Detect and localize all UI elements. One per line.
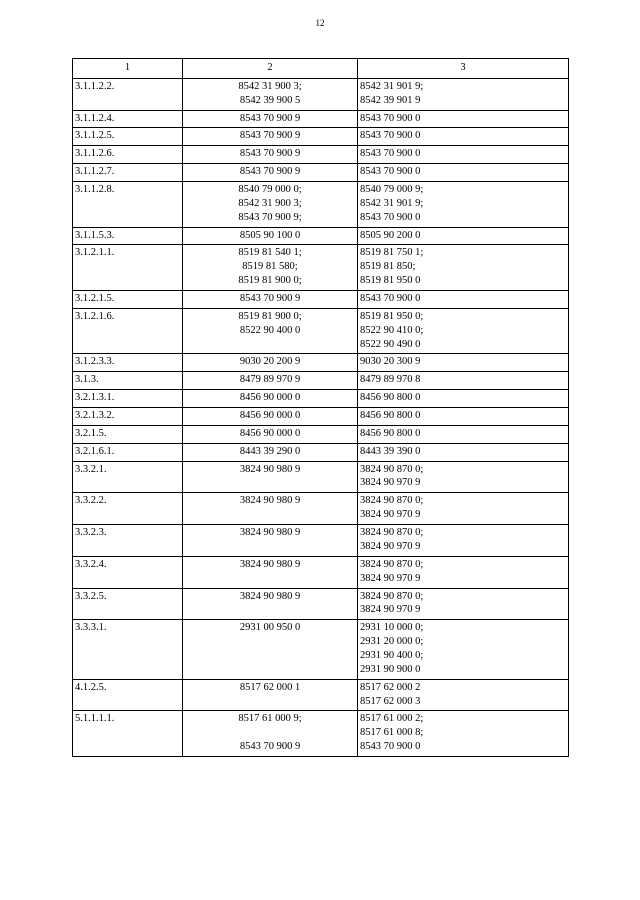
cell-line: 3.3.2.2.	[75, 495, 107, 507]
cell-line: 3824 90 980 9	[239, 463, 301, 475]
cell-line: 8519 81 950 0	[360, 275, 421, 287]
cell-line: 8543 70 900 9;	[238, 211, 302, 223]
cell-line: 3.1.1.2.8.	[75, 184, 115, 196]
cell-line: 8542 31 900 3;	[238, 80, 302, 92]
cell-line: 8517 61 000 8;	[360, 727, 424, 739]
table-row	[73, 443, 569, 461]
table-cell-3	[358, 128, 569, 146]
table-cell-3	[358, 525, 569, 557]
table-cell-1	[73, 679, 183, 711]
cell-line: 3824 90 980 9	[239, 495, 301, 507]
cell-line: 8542 39 900 5	[239, 94, 301, 106]
cell-line: 8543 70 900 9	[239, 166, 301, 178]
table-cell-1	[73, 110, 183, 128]
cell-line: 3824 90 970 9	[360, 604, 421, 616]
cell-line: 8543 70 900 0	[360, 166, 421, 178]
cell-line: 3824 90 870 0;	[360, 495, 424, 507]
cell-line: 8456 90 000 0	[239, 410, 301, 422]
table-cell-1	[73, 461, 183, 493]
table-cell-2	[183, 620, 358, 679]
cell-line: 3.2.1.5.	[75, 427, 107, 439]
table-cell-3	[358, 164, 569, 182]
cell-line: 3824 90 980 9	[239, 527, 301, 539]
table-cell-1	[73, 425, 183, 443]
table-cell-2	[183, 390, 358, 408]
table-cell-2	[183, 711, 358, 757]
cell-line: 8540 79 000 9;	[360, 184, 424, 196]
table-cell-2	[183, 308, 358, 354]
table-cell-3	[358, 679, 569, 711]
cell-line: 8543 70 900 9	[239, 130, 301, 142]
table-cell-1	[73, 308, 183, 354]
table-cell-1	[73, 556, 183, 588]
cell-line: 3824 90 980 9	[239, 558, 301, 570]
cell-line: 3824 90 970 9	[360, 509, 421, 521]
cell-line: 2931 10 000 0;	[360, 622, 424, 634]
cell-line: 3.3.2.4.	[75, 558, 107, 570]
cell-line: 3.1.1.2.2.	[75, 80, 115, 92]
cell-line: 8543 70 900 0	[360, 130, 421, 142]
cell-line: 8543 70 900 0	[360, 148, 421, 160]
table-cell-1	[73, 128, 183, 146]
table-cell-2	[183, 354, 358, 372]
cell-line: 8519 81 900 0;	[238, 310, 302, 322]
table-cell-3	[358, 245, 569, 291]
table-row	[73, 461, 569, 493]
cell-line: 8540 79 000 0;	[238, 184, 302, 196]
cell-line: 3.1.2.1.1.	[75, 247, 115, 259]
table-cell-3	[358, 408, 569, 426]
cell-line: 8517 61 000 9;	[238, 713, 302, 725]
table-cell-3	[358, 588, 569, 620]
table-row	[73, 227, 569, 245]
column-header-1: 1	[73, 59, 183, 79]
table-cell-3	[358, 227, 569, 245]
cell-line: 2931 00 950 0	[239, 622, 301, 634]
column-header-2: 2	[183, 59, 358, 79]
table-cell-2	[183, 461, 358, 493]
table-cell-3	[358, 308, 569, 354]
table-cell-3	[358, 711, 569, 757]
cell-line: 8479 89 970 8	[360, 374, 421, 386]
cell-line: 8519 81 580;	[242, 261, 298, 273]
table-cell-1	[73, 182, 183, 228]
cell-line: 8519 81 850;	[360, 261, 416, 273]
cell-line: 8543 70 900 0	[360, 741, 421, 753]
cell-line: 3824 90 980 9	[239, 590, 301, 602]
cell-line: 3824 90 970 9	[360, 572, 421, 584]
table-cell-2	[183, 291, 358, 309]
table-cell-2	[183, 372, 358, 390]
table-row	[73, 291, 569, 309]
table-cell-1	[73, 354, 183, 372]
cell-line: 8456 90 800 0	[360, 427, 421, 439]
table-cell-3	[358, 425, 569, 443]
cell-line: 8517 62 000 3	[360, 695, 421, 707]
cell-line: 3.2.1.6.1.	[75, 445, 115, 457]
table-cell-3	[358, 493, 569, 525]
cell-line: 8543 70 900 0	[360, 211, 421, 223]
table-cell-2	[183, 425, 358, 443]
cell-line: 3824 90 970 9	[360, 477, 421, 489]
table-row	[73, 679, 569, 711]
table-cell-3	[358, 78, 569, 110]
cell-line: 8522 90 400 0	[239, 324, 301, 336]
table-cell-2	[183, 556, 358, 588]
table-cell-1	[73, 372, 183, 390]
cell-line: 8543 70 900 9	[239, 148, 301, 160]
cell-line: 3.1.2.3.3.	[75, 356, 115, 368]
cell-line: 8542 31 900 3;	[238, 197, 302, 209]
table-cell-3	[358, 556, 569, 588]
cell-line	[185, 726, 355, 740]
cell-line: 3.1.1.2.6.	[75, 148, 115, 160]
cell-line: 8456 90 000 0	[239, 427, 301, 439]
table-row	[73, 245, 569, 291]
table-row	[73, 556, 569, 588]
cell-line: 3.2.1.3.1.	[75, 392, 115, 404]
table-cell-1	[73, 390, 183, 408]
table-row	[73, 146, 569, 164]
cell-line: 8456 90 800 0	[360, 392, 421, 404]
table-cell-1	[73, 291, 183, 309]
cell-line: 5.1.1.1.1.	[75, 713, 115, 725]
cell-line: 8519 81 950 0;	[360, 310, 424, 322]
table-cell-3	[358, 372, 569, 390]
cell-line: 8519 81 900 0;	[238, 275, 302, 287]
cell-line: 2931 90 900 0	[360, 663, 421, 675]
table-cell-2	[183, 164, 358, 182]
table-cell-1	[73, 245, 183, 291]
cell-line: 3.2.1.3.2.	[75, 410, 115, 422]
cell-line: 3.3.2.3.	[75, 527, 107, 539]
cell-line: 8542 31 901 9;	[360, 80, 424, 92]
cell-line: 3.1.1.2.5.	[75, 130, 115, 142]
table-cell-1	[73, 227, 183, 245]
table-cell-3	[358, 443, 569, 461]
table-row	[73, 78, 569, 110]
table-cell-2	[183, 588, 358, 620]
cell-line: 3824 90 870 0;	[360, 527, 424, 539]
table-cell-2	[183, 245, 358, 291]
cell-line: 3824 90 970 9	[360, 540, 421, 552]
table-cell-2	[183, 146, 358, 164]
table-cell-2	[183, 110, 358, 128]
table-cell-1	[73, 588, 183, 620]
table-body	[73, 78, 569, 756]
codes-table	[72, 58, 569, 757]
table-cell-2	[183, 227, 358, 245]
cell-line: 8517 62 000 2	[360, 681, 421, 693]
cell-line: 8522 90 490 0	[360, 338, 421, 350]
table-cell-2	[183, 408, 358, 426]
cell-line: 9030 20 300 9	[360, 356, 421, 368]
table-row	[73, 128, 569, 146]
table-cell-2	[183, 525, 358, 557]
cell-line: 8543 70 900 9	[239, 112, 301, 124]
cell-line: 8542 31 901 9;	[360, 197, 424, 209]
table-cell-3	[358, 354, 569, 372]
cell-line: 8522 90 410 0;	[360, 324, 424, 336]
table-row	[73, 588, 569, 620]
table-cell-3	[358, 110, 569, 128]
table-row	[73, 408, 569, 426]
cell-line: 3824 90 870 0;	[360, 463, 424, 475]
table-row	[73, 372, 569, 390]
cell-line: 8543 70 900 0	[360, 112, 421, 124]
codes-table-container	[72, 58, 568, 757]
cell-line: 8543 70 900 0	[360, 293, 421, 305]
table-cell-1	[73, 408, 183, 426]
cell-line: 3.1.1.2.7.	[75, 166, 115, 178]
table-cell-3	[358, 146, 569, 164]
table-row	[73, 354, 569, 372]
table-cell-1	[73, 146, 183, 164]
table-cell-1	[73, 78, 183, 110]
cell-line: 8505 90 200 0	[360, 229, 421, 241]
table-row	[73, 390, 569, 408]
page-number: 12	[315, 18, 325, 28]
table-row	[73, 110, 569, 128]
table-cell-2	[183, 493, 358, 525]
table-row	[73, 182, 569, 228]
table-row	[73, 425, 569, 443]
table-cell-2	[183, 128, 358, 146]
table-cell-2	[183, 679, 358, 711]
table-cell-2	[183, 443, 358, 461]
cell-line: 8443 39 390 0	[360, 445, 421, 457]
column-header-3: 3	[358, 59, 569, 79]
cell-line: 3824 90 870 0;	[360, 590, 424, 602]
cell-line: 3824 90 870 0;	[360, 558, 424, 570]
table-cell-1	[73, 164, 183, 182]
cell-line: 8543 70 900 9	[239, 741, 301, 753]
cell-line: 4.1.2.5.	[75, 681, 107, 693]
table-cell-1	[73, 493, 183, 525]
table-cell-3	[358, 620, 569, 679]
table-row	[73, 620, 569, 679]
cell-line: 3.1.2.1.6.	[75, 310, 115, 322]
table-cell-3	[358, 291, 569, 309]
cell-line: 3.3.2.1.	[75, 463, 107, 475]
cell-line: 8517 61 000 2;	[360, 713, 424, 725]
table-cell-1	[73, 620, 183, 679]
cell-line: 8517 62 000 1	[239, 681, 301, 693]
cell-line: 8456 90 000 0	[239, 392, 301, 404]
table-cell-1	[73, 525, 183, 557]
table-row	[73, 164, 569, 182]
cell-line: 3.1.2.1.5.	[75, 293, 115, 305]
cell-line: 3.1.1.5.3.	[75, 229, 115, 241]
table-row	[73, 493, 569, 525]
cell-line: 8519 81 750 1;	[360, 247, 424, 259]
cell-line: 3.3.3.1.	[75, 622, 107, 634]
table-cell-2	[183, 182, 358, 228]
cell-line: 9030 20 200 9	[239, 356, 301, 368]
table-cell-1	[73, 711, 183, 757]
table-row	[73, 711, 569, 757]
cell-line: 2931 90 400 0;	[360, 649, 424, 661]
cell-line: 8543 70 900 9	[239, 293, 301, 305]
table-cell-1	[73, 443, 183, 461]
cell-line: 8542 39 901 9	[360, 94, 421, 106]
cell-line: 8505 90 100 0	[239, 229, 301, 241]
table-row	[73, 525, 569, 557]
cell-line: 3.1.1.2.4.	[75, 112, 115, 124]
cell-line: 3.1.3.	[75, 374, 99, 386]
cell-line: 8456 90 800 0	[360, 410, 421, 422]
table-header-row	[73, 59, 569, 79]
table-cell-3	[358, 182, 569, 228]
table-cell-2	[183, 78, 358, 110]
cell-line: 8519 81 540 1;	[238, 247, 302, 259]
cell-line: 8443 39 290 0	[239, 445, 301, 457]
cell-line: 2931 20 000 0;	[360, 636, 424, 648]
table-cell-3	[358, 461, 569, 493]
table-row	[73, 308, 569, 354]
cell-line: 8479 89 970 9	[239, 374, 301, 386]
cell-line: 3.3.2.5.	[75, 590, 107, 602]
table-cell-3	[358, 390, 569, 408]
